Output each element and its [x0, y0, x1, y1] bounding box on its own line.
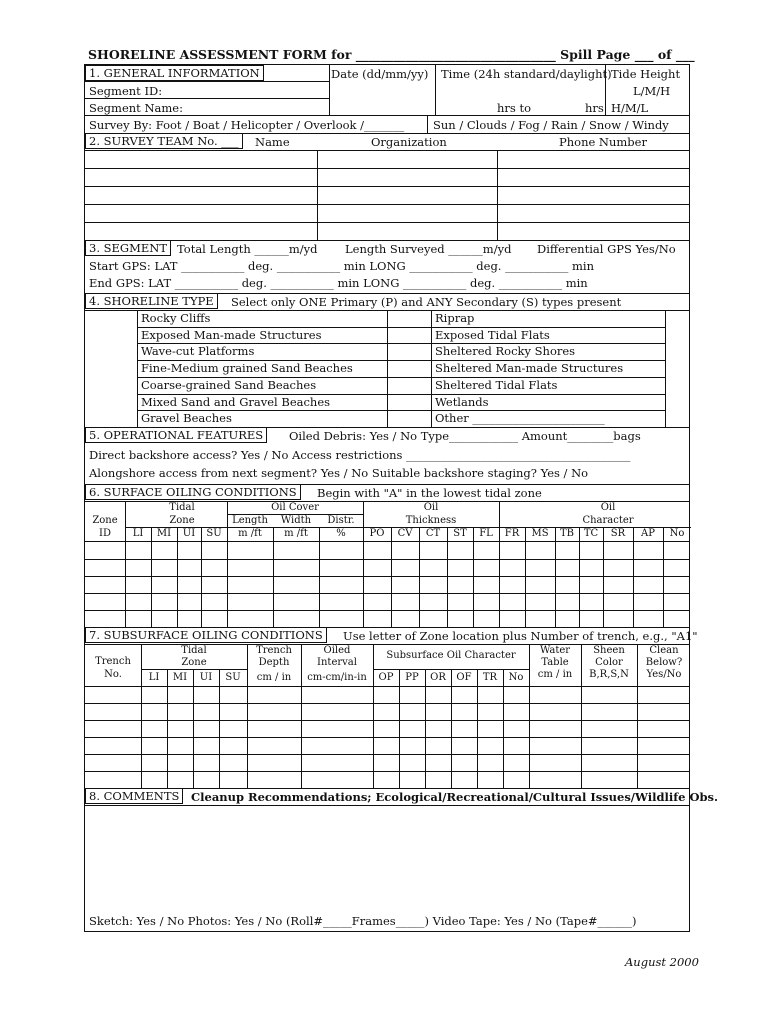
sub-zone: Zone	[181, 657, 207, 668]
surface-col-ui: UI	[182, 528, 196, 539]
tide-lmh: L/M/H	[633, 84, 671, 98]
shoreline-type-left: Wave-cut Platforms	[141, 344, 255, 359]
sheen-1: Sheen	[593, 645, 625, 656]
sub-col-or: OR	[430, 672, 446, 683]
surface-col-ap: AP	[641, 528, 655, 539]
end-gps: End GPS: LAT ___________ deg. ___________ min LONG ___________ deg. ___________ min	[89, 276, 588, 290]
thickness-label: Thickness	[405, 515, 457, 526]
shoreline-type-right: Exposed Tidal Flats	[435, 327, 550, 342]
shoreline-type-right: Riprap	[435, 311, 475, 325]
sketch-photos-line: Sketch: Yes / No Photos: Yes / No (Roll#_____Frames_____) Video Tape: Yes / No (Tape#______)	[89, 914, 637, 928]
oil-cover: Oil Cover	[271, 502, 319, 513]
clean-2: Below?	[645, 657, 683, 668]
trench-no: No.	[104, 669, 122, 680]
surface-col-su: SU	[206, 528, 222, 539]
assessment-form	[84, 64, 719, 932]
shoreline-type-left: Rocky Cliffs	[141, 311, 211, 325]
oiled-3: cm-cm/in-in	[307, 672, 367, 683]
clean-3: Yes/No	[646, 669, 682, 680]
water-2: Table	[541, 657, 569, 668]
surface-instruction: Begin with "A" in the lowest tidal zone	[317, 486, 542, 500]
surface-zone: Zone	[169, 515, 195, 526]
segment-id-label: Segment ID:	[89, 84, 163, 98]
team-name-label: Name	[255, 135, 290, 149]
footer-date: August 2000	[625, 955, 699, 969]
sub-char: Subsurface Oil Character	[386, 650, 516, 661]
surface-col-st: ST	[453, 528, 467, 539]
width-unit: m /ft	[284, 528, 308, 539]
surface-col-po: PO	[369, 528, 385, 539]
total-length: Total Length ______m/yd	[177, 242, 318, 256]
surface-col-fl: FL	[479, 528, 493, 539]
sub-col-su: SU	[225, 672, 241, 683]
shoreline-type-left: Gravel Beaches	[141, 411, 232, 426]
oiled-debris: Oiled Debris: Yes / No Type____________ Amount________bags	[289, 429, 641, 443]
water-3: cm / in	[537, 669, 573, 680]
shoreline-instruction: Select only ONE Primary (P) and ANY Secondary (S) types present	[231, 295, 622, 309]
comments-instruction: Cleanup Recommendations; Ecological/Recreational/Cultural Issues/Wildlife Obs.	[191, 790, 719, 804]
surface-col-mi: MI	[156, 528, 172, 539]
sub-col-mi: MI	[172, 672, 188, 683]
shoreline-type-right: Sheltered Tidal Flats	[435, 377, 558, 392]
hml: H/M/L	[611, 101, 649, 115]
shoreline-type-right: Other _______________________	[435, 411, 605, 426]
team-org-label: Organization	[371, 135, 447, 149]
comments-header: 8. COMMENTS	[85, 788, 183, 804]
sub-col-of: OF	[456, 672, 472, 683]
length-surveyed: Length Surveyed ______m/yd	[345, 242, 512, 256]
team-header: 2. SURVEY TEAM No. ___	[85, 133, 243, 149]
surface-col-li: LI	[132, 528, 144, 539]
sub-col-li: LI	[148, 672, 160, 683]
surface-col-tc: TC	[583, 528, 599, 539]
cover-width: Width	[280, 515, 312, 526]
surface-zone-id-1: Zone	[92, 515, 118, 526]
surface-header: 6. SURFACE OILING CONDITIONS	[85, 484, 301, 500]
clean-1: Clean	[649, 645, 679, 656]
hrs-to: hrs to	[497, 101, 532, 115]
shoreline-type-left: Exposed Man-made Structures	[141, 327, 322, 342]
tide-label: Tide Height	[611, 67, 681, 81]
character-label: Character	[582, 515, 634, 526]
depth-3: cm / in	[256, 672, 292, 683]
along-access: Alongshore access from next segment? Yes / No Suitable backshore staging? Yes / No	[89, 466, 589, 480]
comments-area[interactable]	[85, 806, 689, 906]
segment-name-label: Segment Name:	[89, 101, 183, 115]
surface-col-tb: TB	[559, 528, 575, 539]
dgps: Differential GPS Yes/No	[537, 242, 676, 256]
depth-2: Depth	[258, 657, 290, 668]
shoreline-type-right: Sheltered Rocky Shores	[435, 344, 576, 359]
character-oil: Oil	[600, 502, 616, 513]
segment-header: 3. SEGMENT	[85, 240, 171, 256]
surface-col-fr: FR	[504, 528, 520, 539]
sub-col-op: OP	[378, 672, 394, 683]
sub-col-no: No	[508, 672, 524, 683]
thickness-oil: Oil	[423, 502, 439, 513]
date-label: Date (dd/mm/yy)	[331, 67, 429, 81]
team-phone-label: Phone Number	[559, 135, 647, 149]
shoreline-type-right: Sheltered Man-made Structures	[435, 361, 624, 376]
surface-col-ms: MS	[531, 528, 549, 539]
sub-col-pp: PP	[405, 672, 419, 683]
surface-tidal: Tidal	[169, 502, 195, 513]
shoreline-type-left: Coarse-grained Sand Beaches	[141, 377, 317, 392]
sub-col-ui: UI	[199, 672, 213, 683]
oiled-2: Interval	[317, 657, 357, 668]
subsurface-instruction: Use letter of Zone location plus Number of trench, e.g., "A1"	[343, 629, 698, 643]
time-label: Time (24h standard/daylight)	[441, 67, 612, 81]
weather: Sun / Clouds / Fog / Rain / Snow / Windy	[433, 118, 669, 132]
general-header: 1. GENERAL INFORMATION	[85, 65, 264, 81]
operational-header: 5. OPERATIONAL FEATURES	[85, 427, 267, 443]
length-unit: m /ft	[238, 528, 262, 539]
distr-unit: %	[336, 528, 346, 539]
cover-distr: Distr.	[327, 515, 355, 526]
surface-col-ct: CT	[425, 528, 441, 539]
water-1: Water	[539, 645, 571, 656]
shoreline-type-left: Mixed Sand and Gravel Beaches	[141, 394, 331, 409]
survey-by: Survey By: Foot / Boat / Helicopter / Overlook /_______	[89, 118, 405, 132]
depth-1: Trench	[256, 645, 292, 656]
direct-access: Direct backshore access? Yes / No Access restrictions _______________________________________	[89, 448, 631, 462]
trench-label: Trench	[95, 656, 131, 667]
sub-tidal: Tidal	[181, 645, 207, 656]
cover-length: Length	[232, 515, 268, 526]
start-gps: Start GPS: LAT ___________ deg. ___________ min LONG ___________ deg. ___________ min	[89, 259, 595, 273]
surface-col-cv: CV	[397, 528, 413, 539]
shoreline-type-left: Fine-Medium grained Sand Beaches	[141, 361, 353, 376]
shoreline-type-right: Wetlands	[435, 394, 489, 409]
subsurface-header: 7. SUBSURFACE OILING CONDITIONS	[85, 627, 327, 643]
sheen-3: B,R,S,N	[589, 669, 629, 680]
surface-col-sr: SR	[610, 528, 626, 539]
shoreline-header: 4. SHORELINE TYPE	[85, 293, 218, 309]
hrs: hrs	[585, 101, 604, 115]
form-title: SHORELINE ASSESSMENT FORM for ________________________________ Spill Page ___ of ___	[88, 47, 695, 62]
sub-col-tr: TR	[482, 672, 498, 683]
oiled-1: Oiled	[323, 645, 351, 656]
sheen-2: Color	[595, 657, 623, 668]
surface-col-no: No	[669, 528, 685, 539]
surface-zone-id-2: ID	[99, 528, 111, 539]
